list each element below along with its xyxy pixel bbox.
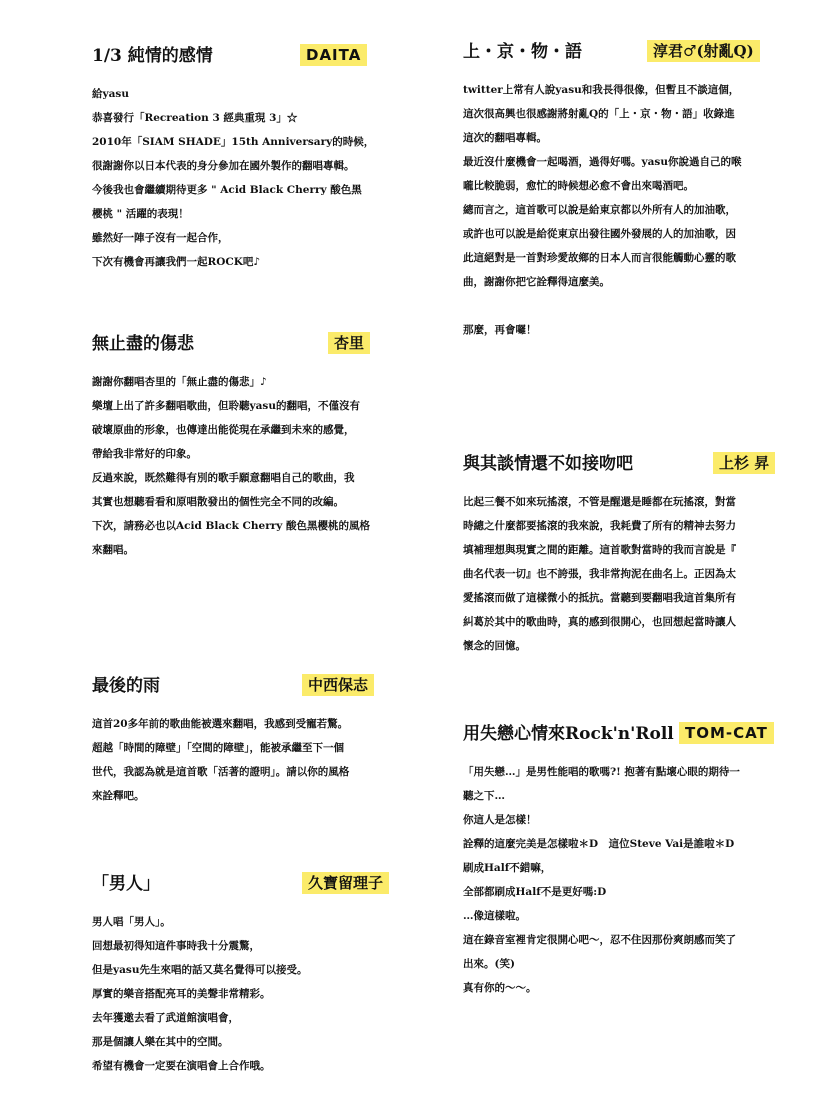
message-line: 填補理想與現實之間的距離。這首歌對當時的我而言說是『 — [463, 544, 736, 556]
message-line: 厚實的樂音搭配亮耳的美聲非常精彩。 — [92, 988, 271, 1000]
message-line: 雖然好一陣子沒有一起合作， — [92, 232, 229, 244]
message-body — [463, 760, 783, 1000]
message-line: 但是yasu先生來唱的話又莫名覺得可以接受。 — [92, 964, 308, 976]
message-line: 那麼，再會囉！ — [463, 324, 537, 336]
message-line: 這首20多年前的歌曲能被選來翻唱，我感到受寵若驚。 — [92, 718, 349, 730]
section-heading — [463, 722, 783, 750]
section-kubota — [92, 872, 402, 1078]
song-title: 最後的雨 — [92, 676, 160, 696]
artist-label: 上杉 昇 — [713, 452, 775, 474]
message-line: 那是個讓人樂在其中的空間。 — [92, 1036, 229, 1048]
song-title: 用失戀心情來Rock'n'Roll — [463, 724, 674, 744]
message-line: twitter上常有人說yasu和我長得很像，但暫且不談這個， — [463, 84, 740, 96]
message-line: 回想最初得知這件事時我十分震驚， — [92, 940, 260, 952]
message-body — [92, 370, 402, 562]
message-line: 很謝謝你以日本代表的身分參加在國外製作的翻唱專輯。 — [92, 160, 355, 172]
message-line — [463, 294, 783, 318]
message-body — [463, 490, 783, 658]
message-line: …像這樣啦。 — [463, 910, 526, 922]
message-line: 此這絕對是一首對珍愛故鄉的日本人而言很能觸動心靈的歌 — [463, 252, 736, 264]
message-line: 真有你的～～。 — [463, 982, 537, 994]
artist-label: DAITA — [300, 44, 367, 66]
message-line: 最近沒什麼機會一起喝酒，過得好嗎。yasu你說過自己的喉 — [463, 156, 742, 168]
message-line: 來翻唱。 — [92, 544, 134, 556]
message-line: 糾葛於其中的歌曲時，真的感到很開心，也回想起當時讓人 — [463, 616, 736, 628]
message-line: 下次有機會再讓我們一起ROCK吧♪ — [92, 256, 261, 268]
section-nakanishi — [92, 674, 402, 808]
message-line: 詮釋的這麼完美是怎樣啦＊D 這位Steve Vai是誰啦＊D — [463, 838, 735, 850]
message-body — [92, 910, 402, 1078]
section-heading — [92, 332, 402, 360]
section-daita — [92, 44, 402, 274]
message-line: 帶給我非常好的印象。 — [92, 448, 197, 460]
message-body — [463, 78, 783, 342]
artist-label: 中西保志 — [302, 674, 374, 696]
message-line: 「用失戀…」是男性能唱的歌嗎?! 抱著有點壞心眼的期待一 — [463, 766, 740, 778]
message-line: 去年獲邀去看了武道館演唱會， — [92, 1012, 239, 1024]
message-line: 聽之下… — [463, 790, 505, 802]
message-line: 或許也可以說是給從東京出發往國外發展的人的加油歌，因 — [463, 228, 736, 240]
message-line: 曲名代表一切』也不誇張，我非常拘泥在曲名上。正因為太 — [463, 568, 736, 580]
message-body — [92, 712, 402, 808]
message-line: 嚨比較脆弱，愈忙的時候想必愈不會出來喝酒吧。 — [463, 180, 694, 192]
message-line: 曲，謝謝你把它詮釋得這麼美。 — [463, 276, 610, 288]
section-heading — [92, 44, 402, 72]
message-line: 下次，請務必也以Acid Black Cherry 酸色黑櫻桃的風格 — [92, 520, 371, 532]
section-uesugi — [463, 452, 783, 658]
artist-label: 淳君♂(射亂Q) — [647, 40, 760, 62]
message-line: 樂壇上出了許多翻唱歌曲，但聆聽yasu的翻唱，不僅沒有 — [92, 400, 360, 412]
message-line: 你這人是怎樣！ — [463, 814, 537, 826]
song-title: 上・京・物・語 — [463, 42, 582, 62]
message-line: 這在錄音室裡肯定很開心吧～，忍不住因那份爽朗感而笑了 — [463, 934, 736, 946]
section-heading — [463, 40, 783, 68]
message-line: 今後我也會繼續期待更多 " Acid Black Cherry 酸色黑 — [92, 184, 362, 196]
message-line: 恭喜發行「Recreation 3 經典重現 3」☆ — [92, 112, 298, 124]
message-line: 2010年「SIAM SHADE」15th Anniversary的時候， — [92, 136, 375, 148]
message-line: 總而言之，這首歌可以說是給東京都以外所有人的加油歌， — [463, 204, 736, 216]
artist-label: TOM-CAT — [679, 722, 774, 744]
message-line: 反過來說，既然難得有別的歌手願意翻唱自己的歌曲，我 — [92, 472, 355, 484]
song-title: 「男人」 — [92, 874, 160, 894]
message-line: 給yasu — [92, 88, 129, 100]
message-line: 這次很高興也很感謝將射亂Q的「上・京・物・語」收錄進 — [463, 108, 735, 120]
section-heading — [92, 674, 402, 702]
section-heading — [92, 872, 402, 900]
song-title: 與其談情還不如接吻吧 — [463, 454, 633, 474]
message-line: 謝謝你翻唱杏里的「無止盡的傷悲」♪ — [92, 376, 267, 388]
artist-label: 杏里 — [328, 332, 370, 354]
section-tomcat — [463, 722, 783, 1000]
message-line: 這次的翻唱專輯。 — [463, 132, 547, 144]
message-line: 超越「時間的障壁」「空間的障壁」，能被承繼至下一個 — [92, 742, 344, 754]
message-body — [92, 82, 402, 274]
message-line: 其實也想聽看看和原唱散發出的個性完全不同的改編。 — [92, 496, 344, 508]
message-line: 刷成Half不錯嘛， — [463, 862, 552, 874]
message-line: 出來。(笑) — [463, 958, 515, 970]
section-anri — [92, 332, 402, 562]
message-line: 希望有機會一定要在演唱會上合作哦。 — [92, 1060, 271, 1072]
song-title: 1/3 純情的感情 — [92, 46, 213, 66]
message-line: 破壞原曲的形象，也傳達出能從現在承繼到未來的感覺， — [92, 424, 355, 436]
message-line: 男人唱「男人」。 — [92, 916, 171, 928]
message-line: 愛搖滾而做了這樣微小的抵抗。當聽到要翻唱我這首集所有 — [463, 592, 736, 604]
section-junkun — [463, 40, 783, 342]
message-line: 時總之什麼都要搖滾的我來說，我耗費了所有的精神去努力 — [463, 520, 736, 532]
message-line: 比起三餐不如來玩搖滾，不管是醒還是睡都在玩搖滾，對當 — [463, 496, 736, 508]
message-line: 全部都刷成Half不是更好嗎:D — [463, 886, 607, 898]
message-line: 世代，我認為就是這首歌「活著的證明」。請以你的風格 — [92, 766, 350, 778]
song-title: 無止盡的傷悲 — [92, 334, 194, 354]
artist-label: 久寶留理子 — [302, 872, 389, 894]
section-heading — [463, 452, 783, 480]
message-line: 櫻桃 " 活躍的表現！ — [92, 208, 189, 220]
message-line: 來詮釋吧。 — [92, 790, 145, 802]
message-line: 懷念的回憶。 — [463, 640, 526, 652]
